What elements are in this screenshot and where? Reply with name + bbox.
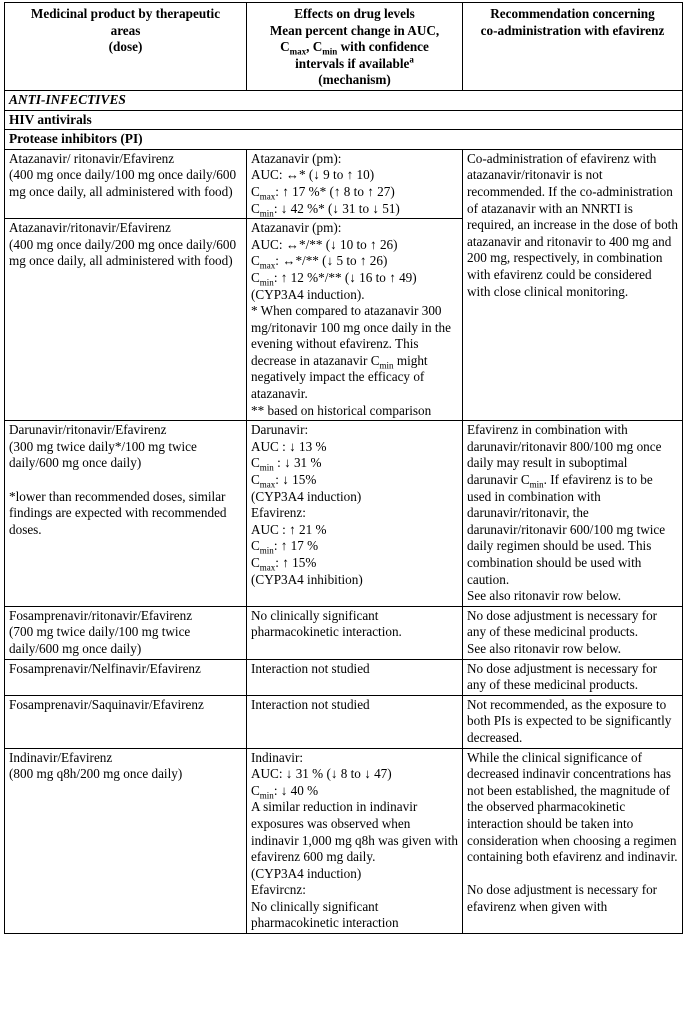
product-cell: Atazanavir/ritonavir/Efavirenz (400 mg once daily/200 mg once daily/600 mg once daily, all administered with food) — [5, 219, 247, 421]
effects-cell: Atazanavir (pm): AUC: ↔* (↓ 9 to ↑ 10) $C_{max}$: ↑ 17 %* (↑ 8 to ↑ 27) $C_{min}$: ↓ 42 %* (↓ 31 to ↓ 51) — [247, 149, 463, 218]
header-product: Medicinal product by therapeutic areas (dose) — [5, 3, 247, 91]
effects-cell: Indinavir: AUC: ↓ 31 % (↓ 8 to ↓ 47) $C_{min}$: ↓ 40 % A similar reduction in indinavir exposures was observed when indinavir 1,000 mg q8h was given with efavirenz 600 mg daily. (CYP3A4 induction) Efavircnz: No clinically significant pharmacokinetic interaction — [247, 748, 463, 934]
section-protease-inhibitors: Protease inhibitors (PI) — [5, 130, 683, 150]
product-cell: Darunavir/ritonavir/Efavirenz (300 mg twice daily*/100 mg twice daily/600 mg once daily) *lower than recommended doses, similar findings are expected with recommended doses. — [5, 421, 247, 607]
recommendation-cell: Efavirenz in combination with darunavir/ritonavir 800/100 mg once daily may result in suboptimal darunavir $C_{min}$. If efavirenz is to be used in combination with darunavir/ritonavir, the darunavir/ritonavir 600/100 mg twice daily regimen should be used. This combination should be used with caution. See also ritonavir row below. — [463, 421, 683, 607]
section-row — [5, 90, 683, 110]
table-row — [5, 421, 683, 607]
table-row — [5, 149, 683, 218]
recommendation-cell: No dose adjustment is necessary for any of these medicinal products. See also ritonavir row below. — [463, 606, 683, 659]
section-row — [5, 110, 683, 130]
header-recommendation: Recommendation concerning co-administration with efavirenz — [463, 3, 683, 91]
effects-cell: Darunavir: AUC : ↓ 13 % $C_{min}$ : ↓ 31 % $C_{max}$: ↓ 15% (CYP3A4 induction) Efavirenz: AUC : ↑ 21 % $C_{min}$: ↑ 17 % $C_{max}$: ↑ 15% (CYP3A4 inhibition) — [247, 421, 463, 607]
recommendation-cell: Not recommended, as the exposure to both PIs is expected to be significantly decreased. — [463, 695, 683, 748]
interaction-table — [4, 2, 683, 934]
header-effects: Effects on drug levels Mean percent change in AUC, $C_{max}$, $C_{min}$ with confidence intervals if available$^a$ (mechanism) — [247, 3, 463, 91]
table-row — [5, 606, 683, 659]
table-row — [5, 659, 683, 695]
spacer — [9, 472, 242, 489]
table-row — [5, 695, 683, 748]
table-row — [5, 748, 683, 934]
product-cell: Fosamprenavir/Saquinavir/Efavirenz — [5, 695, 247, 748]
product-cell: Fosamprenavir/Nelfinavir/Efavirenz — [5, 659, 247, 695]
effects-cell: Atazanavir (pm): AUC: ↔*/** (↓ 10 to ↑ 26) $C_{max}$: ↔*/** (↓ 5 to ↑ 26) $C_{min}$: ↑ 12 %*/** (↓ 16 to ↑ 49) (CYP3A4 induction). * When compared to atazanavir 300 mg/ritonavir 100 mg once daily in the evening without efavirenz. This decrease in atazanavir $C_{min}$ might negatively impact the efficacy of atazanavir. ** based on historical comparison — [247, 219, 463, 421]
section-anti-infectives: ANTI-INFECTIVES — [5, 90, 683, 110]
spacer — [467, 866, 678, 883]
section-hiv-antivirals: HIV antivirals — [5, 110, 683, 130]
product-cell: Atazanavir/ ritonavir/Efavirenz (400 mg once daily/100 mg once daily/600 mg once daily, all administered with food) — [5, 149, 247, 218]
effects-cell: No clinically significant pharmacokinetic interaction. — [247, 606, 463, 659]
product-cell: Fosamprenavir/ritonavir/Efavirenz (700 mg twice daily/100 mg twice daily/600 mg once daily) — [5, 606, 247, 659]
recommendation-cell: Co-administration of efavirenz with atazanavir/ritonavir is not recommended. If the co-administration of atazanavir with an NNRTI is required, an increase in the dose of both atazanavir and ritonavir to 400 mg and 200 mg, respectively, in combination with efavirenz could be considered with close clinical monitoring. — [463, 149, 683, 421]
effects-cell: Interaction not studied — [247, 695, 463, 748]
effects-cell: Interaction not studied — [247, 659, 463, 695]
product-cell: Indinavir/Efavirenz (800 mg q8h/200 mg once daily) — [5, 748, 247, 934]
header-row — [5, 3, 683, 91]
recommendation-cell: No dose adjustment is necessary for any of these medicinal products. — [463, 659, 683, 695]
section-row — [5, 130, 683, 150]
recommendation-cell: While the clinical significance of decreased indinavir concentrations has not been established, the magnitude of the observed pharmacokinetic interaction should be taken into consideration when choosing a regimen containing both efavirenz and indinavir. No dose adjustment is necessary for efavirenz when given with — [463, 748, 683, 934]
